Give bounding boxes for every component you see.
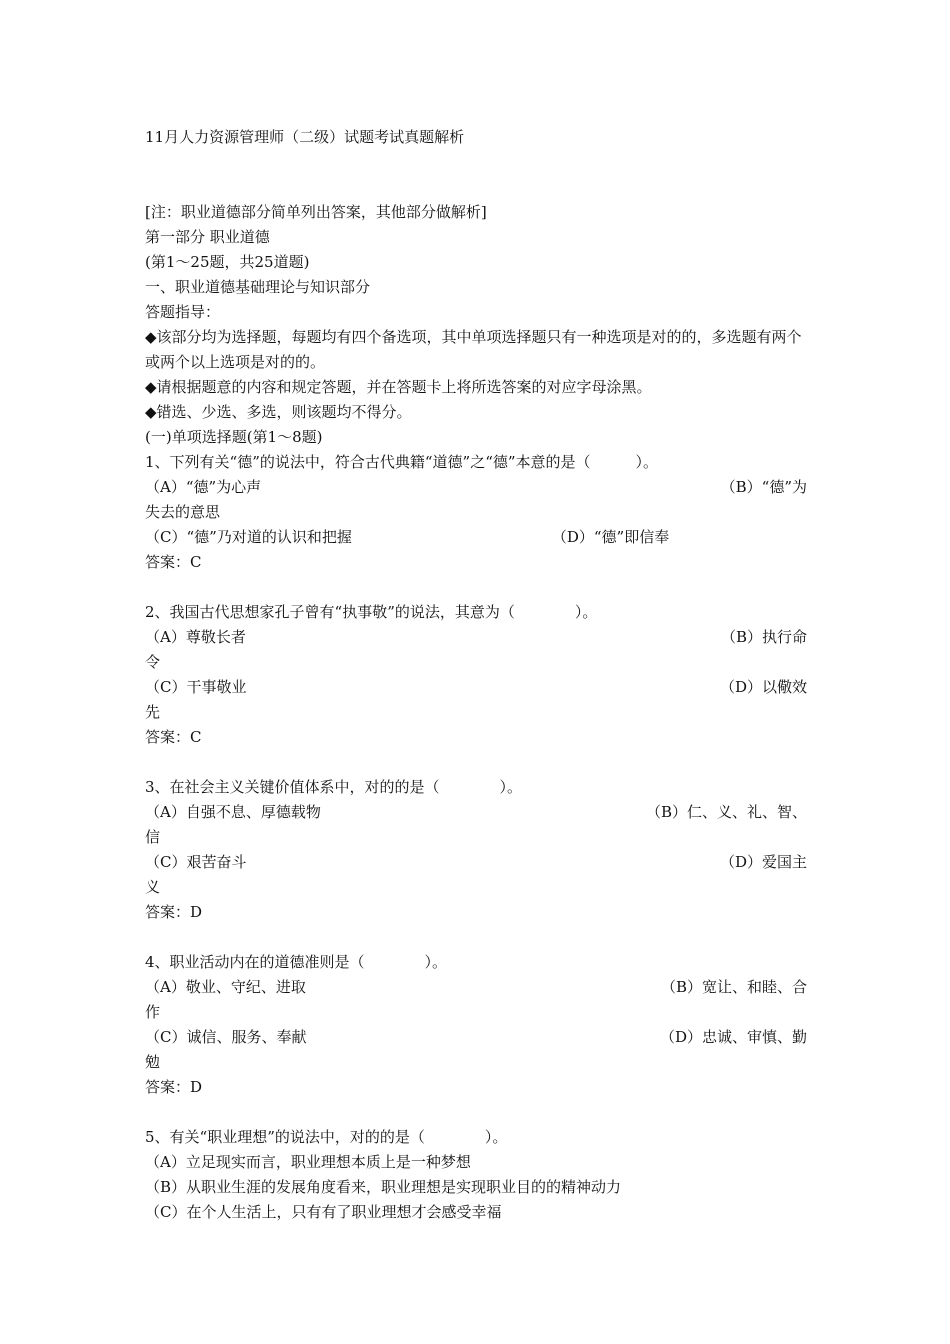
option-d: （D）忠诚、审慎、勤	[659, 1028, 807, 1046]
option-d-continued: 勉	[145, 1053, 161, 1071]
option-d-continued: 义	[145, 878, 161, 896]
option-a: （A）尊敬长者	[145, 628, 246, 646]
option-b-continued: 令	[145, 653, 161, 671]
option-b-continued: 作	[145, 1003, 161, 1021]
option-row	[145, 625, 807, 650]
option-row	[145, 525, 807, 550]
option-c: （C）诚信、服务、奉献	[145, 1028, 307, 1046]
question-stem: 3、在社会主义关键价值体系中，对的的是（ ）。	[145, 778, 523, 796]
guide-item: ◆请根据题意的内容和规定答题，并在答题卡上将所选答案的对应字母涂黑。	[145, 378, 652, 396]
guide-item: ◆错选、少选、多选，则该题均不得分。	[145, 403, 412, 421]
option-b-continued: 信	[145, 828, 161, 846]
option-row	[145, 1025, 807, 1050]
subsection-heading: (一)单项选择题(第1～8题)	[145, 428, 323, 446]
question-stem: 2、我国古代思想家孔子曾有“执事敬”的说法，其意为（ ）。	[145, 603, 598, 621]
question-stem: 4、职业活动内在的道德准则是（ ）。	[145, 953, 448, 971]
option-b-continued: 失去的意思	[145, 503, 221, 521]
option-d: （D）爱国主	[719, 853, 807, 871]
option-a: （A）立足现实而言，职业理想本质上是一种梦想	[145, 1153, 471, 1171]
option-row	[145, 850, 807, 875]
option-a: （A）自强不息、厚德载物	[145, 803, 321, 821]
answer: 答案：D	[145, 1078, 203, 1096]
question-stem: 5、有关“职业理想”的说法中，对的的是（ ）。	[145, 1128, 508, 1146]
option-c: （C）干事敬业	[145, 678, 247, 696]
option-a: （A）“德”为心声	[145, 478, 262, 496]
option-row	[145, 475, 807, 500]
question-stem: 1、下列有关“德”的说法中，符合古代典籍“道德”之“德”本意的是（ ）。	[145, 453, 659, 471]
guide-item: ◆该部分均为选择题，每题均有四个备选项，其中单项选择题只有一种选项是对的的，多选题有两个或两个以上选项是对的的。	[145, 328, 802, 371]
section-heading: 一、职业道德基础理论与知识部分	[145, 278, 371, 296]
part-heading: 第一部分 职业道德	[145, 228, 270, 246]
option-c: （C）在个人生活上，只有有了职业理想才会感受幸福	[145, 1203, 502, 1221]
option-a: （A）敬业、守纪、进取	[145, 978, 306, 996]
option-b: （B）执行命	[720, 628, 807, 646]
note-line: [注：职业道德部分简单列出答案，其他部分做解析]	[145, 203, 487, 221]
option-c: （C）艰苦奋斗	[145, 853, 247, 871]
option-b: （B）宽让、和睦、合	[660, 978, 807, 996]
option-d: （D）“德”即信奉	[551, 528, 670, 546]
question-range: (第1～25题，共25道题)	[145, 253, 310, 271]
answer: 答案：C	[145, 728, 202, 746]
document-title: 11月人力资源管理师（二级）试题考试真题解析	[145, 128, 465, 146]
option-b: （B）仁、义、礼、智、	[645, 803, 807, 821]
option-row	[145, 800, 807, 825]
option-c: （C）“德”乃对道的认识和把握	[145, 528, 352, 546]
answer: 答案：C	[145, 553, 202, 571]
document-body	[145, 200, 807, 1225]
answer: 答案：D	[145, 903, 203, 921]
option-d-continued: 先	[145, 703, 161, 721]
option-row	[145, 975, 807, 1000]
option-d: （D）以儆效	[719, 678, 807, 696]
option-b: （B）从职业生涯的发展角度看来，职业理想是实现职业目的的精神动力	[145, 1178, 622, 1196]
option-row	[145, 675, 807, 700]
guide-title: 答题指导：	[145, 303, 221, 321]
option-b: （B）“德”为	[720, 478, 807, 496]
